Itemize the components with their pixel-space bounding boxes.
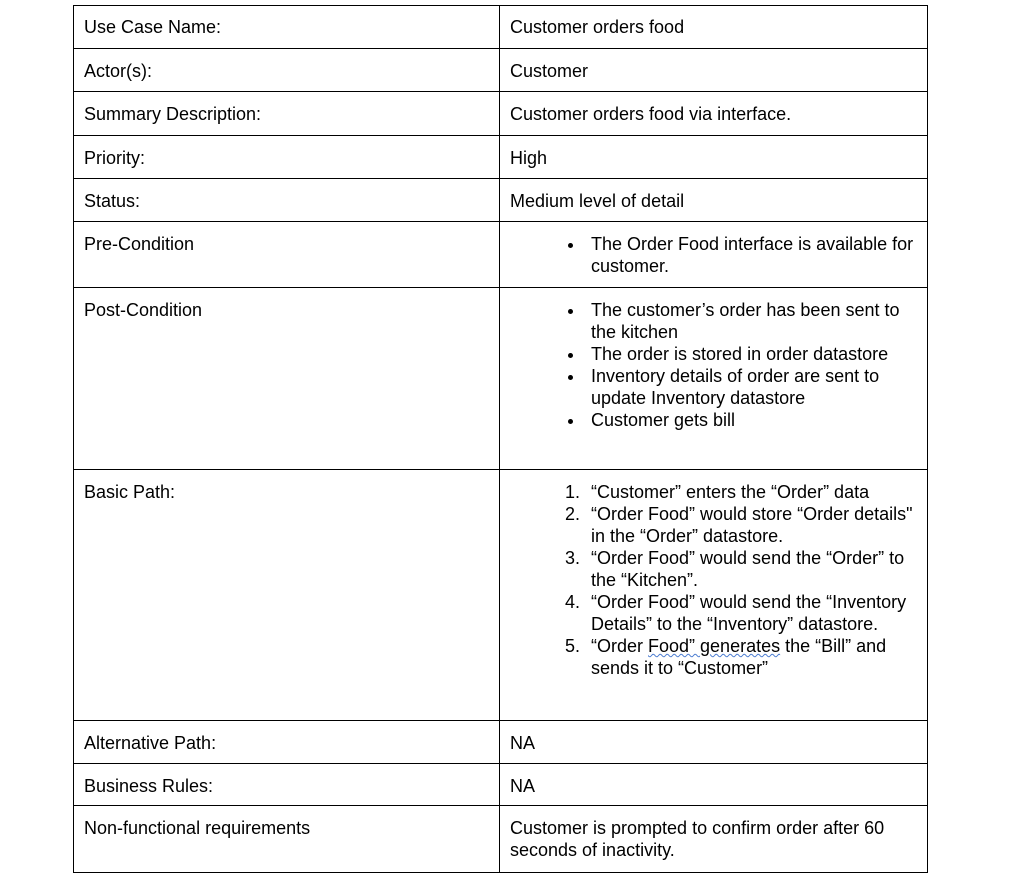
table-row (74, 721, 928, 764)
table-row (74, 470, 928, 721)
table-row (74, 179, 928, 222)
list-item: 2. “Order Food” would store “Order details" in the “Order” datastore. (585, 503, 917, 547)
list-item: 4. “Order Food” would send the “Inventory Details” to the “Inventory” datastore. (585, 591, 917, 635)
row-label: Pre-Condition (74, 222, 500, 288)
list-item: 1. “Customer” enters the “Order” data (585, 481, 917, 503)
table-row (74, 6, 928, 49)
table-row (74, 136, 928, 179)
table-row (74, 764, 928, 806)
row-value (500, 470, 928, 721)
bullet-list (510, 233, 917, 277)
use-case-table (73, 5, 928, 873)
row-value: Customer (500, 49, 928, 92)
list-item: • Customer gets bill (585, 409, 917, 431)
table-row (74, 49, 928, 92)
spellcheck-underline: Food” generates (648, 636, 781, 656)
table-row (74, 288, 928, 470)
list-item: • The customer’s order has been sent to the kitchen (585, 299, 917, 343)
row-label: Alternative Path: (74, 721, 500, 764)
row-value (500, 288, 928, 470)
row-label: Actor(s): (74, 49, 500, 92)
row-label: Basic Path: (74, 470, 500, 721)
row-value: Customer orders food via interface. (500, 92, 928, 136)
row-value (500, 222, 928, 288)
row-label: Non-functional requirements (74, 806, 500, 873)
row-label: Status: (74, 179, 500, 222)
row-label: Priority: (74, 136, 500, 179)
list-item: • Inventory details of order are sent to update Inventory datastore (585, 365, 917, 409)
list-item (585, 635, 917, 679)
row-label: Summary Description: (74, 92, 500, 136)
numbered-list (510, 481, 917, 679)
table-row (74, 92, 928, 136)
row-label: Business Rules: (74, 764, 500, 806)
row-value: High (500, 136, 928, 179)
table-row (74, 806, 928, 873)
table-row (74, 222, 928, 288)
bullet-list (510, 299, 917, 431)
list-item: • The Order Food interface is available for customer. (585, 233, 917, 277)
row-label: Use Case Name: (74, 6, 500, 49)
row-label: Post-Condition (74, 288, 500, 470)
row-value: NA (500, 764, 928, 806)
row-value: Customer orders food (500, 6, 928, 49)
step-text-end: the “Bill” and sends it to “Customer” (591, 636, 887, 678)
list-item: • The order is stored in order datastore (585, 343, 917, 365)
list-item: 3. “Order Food” would send the “Order” to the “Kitchen”. (585, 547, 917, 591)
row-value: Customer is prompted to confirm order after 60 seconds of inactivity. (500, 806, 928, 873)
row-value: NA (500, 721, 928, 764)
step-text-start: “Order (591, 636, 649, 656)
row-value: Medium level of detail (500, 179, 928, 222)
